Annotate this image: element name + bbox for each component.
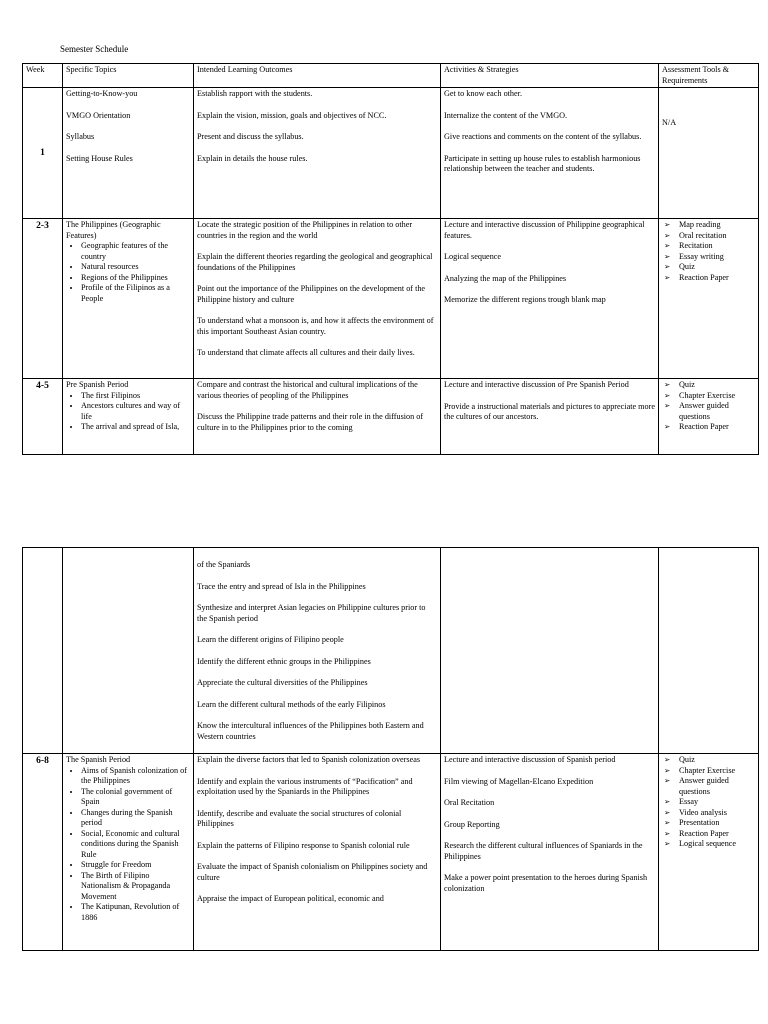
ilo-cell (194, 88, 441, 219)
ilo-item: To understand that climate affects all cultures and their daily lives. (197, 348, 415, 357)
table-row-week-6-8 (23, 754, 759, 951)
ilo-item: Learn the different cultural methods of the early Filipinos (197, 699, 386, 709)
header-assessment: Assessment Tools & Requirements (659, 64, 759, 88)
activity-item: Provide a instructional materials and pictures to appreciate more the cultures of our ancestors. (444, 401, 655, 421)
list-item: • Aims of Spanish colonization of the Philippines (81, 766, 190, 787)
activity-item: Oral Recitation (444, 798, 495, 807)
header-topics: Specific Topics (63, 64, 194, 88)
list-item: ➢ Recitation (662, 241, 755, 252)
assessment-na: N/A (662, 118, 677, 127)
list-item: ➢ Reaction Paper (662, 273, 755, 284)
assessment-list (662, 380, 755, 433)
list-item: ➢ Answer guided questions (662, 776, 755, 797)
activity-item: Memorize the different regions trough blank map (444, 295, 606, 304)
assessment-cell (659, 219, 759, 379)
list-item: ➢ Answer guided questions (662, 401, 755, 422)
activity-item: Internalize the content of the VMGO. (444, 110, 568, 120)
activities-cell (441, 379, 659, 455)
activity-item: Give reactions and comments on the content of the syllabus. (444, 132, 642, 141)
topic-list (66, 766, 190, 924)
document-title: Semester Schedule (60, 44, 129, 54)
ilo-item: Establish rapport with the students. (197, 89, 313, 98)
header-ilo: Intended Learning Outcomes (194, 64, 441, 88)
activity-item: Logical sequence (444, 252, 502, 261)
schedule-table-page-1 (22, 63, 759, 455)
ilo-item: Discuss the Philippine trade patterns and their role in the diffusion of culture in to the Philippines prior to the coming (197, 412, 424, 432)
ilo-cell (194, 219, 441, 379)
ilo-cell (194, 548, 441, 754)
ilo-item: Locate the strategic position of the Philippines in relation to other countries in the region and the world (197, 220, 413, 240)
topics-cell (63, 88, 194, 219)
ilo-item: Explain the vision, mission, goals and objectives of NCC. (197, 110, 387, 120)
ilo-item: Explain in details the house rules. (197, 153, 308, 163)
activity-item: Lecture and interactive discussion of Spanish period (444, 755, 616, 764)
assessment-cell (659, 88, 759, 219)
topic-item: Setting House Rules (66, 153, 133, 163)
list-item: • The colonial government of Spain (81, 787, 190, 808)
table-row-continued (23, 548, 759, 754)
ilo-item: Learn the different origins of Filipino people (197, 635, 344, 644)
activity-item: Research the different cultural influences of Spaniards in the Philippines (444, 841, 643, 861)
topics-cell (63, 219, 194, 379)
week-cell: 1 (23, 88, 63, 219)
activities-cell (441, 88, 659, 219)
list-item: • The Katipunan, Revolution of 1886 (81, 902, 190, 923)
header-row (23, 64, 759, 88)
list-item: ➢ Quiz (662, 755, 755, 766)
ilo-item: Present and discuss the syllabus. (197, 132, 304, 141)
assessment-list (662, 220, 755, 283)
ilo-item: Identify the different ethnic groups in the Philippines (197, 656, 371, 666)
activities-cell (441, 754, 659, 951)
activities-cell (441, 219, 659, 379)
list-item: ➢ Quiz (662, 262, 755, 273)
assessment-cell (659, 548, 759, 754)
topic-heading: The Philippines (Geographic Features) (66, 220, 161, 240)
activity-item: Participate in setting up house rules to establish harmonious relationship between the teacher and students. (444, 153, 641, 173)
list-item: ➢ Oral recitation (662, 231, 755, 242)
list-item: ➢ Essay writing (662, 252, 755, 263)
list-item: ➢ Video analysis (662, 808, 755, 819)
table-row-week-2-3 (23, 219, 759, 379)
header-activities: Activities & Strategies (441, 64, 659, 88)
activity-item: Make a power point presentation to the heroes during Spanish colonization (444, 873, 648, 893)
ilo-item: Identify, describe and evaluate the social structures of colonial Philippines (197, 808, 402, 828)
ilo-item: To understand what a monsoon is, and how it affects the environment of this important Southeast Asian country. (197, 316, 434, 336)
ilo-item: Point out the importance of the Philippines on the development of the Philippine history and culture (197, 284, 426, 304)
ilo-item: Know the intercultural influences of the Philippines both Eastern and Western countries (197, 721, 424, 741)
topic-item: Syllabus (66, 132, 95, 141)
topics-cell (63, 548, 194, 754)
list-item: ➢ Reaction Paper (662, 422, 755, 433)
topic-item: Getting-to-Know-you (66, 89, 138, 98)
ilo-item: Explain the patterns of Filipino response to Spanish colonial rule (197, 840, 410, 850)
activity-item: Analyzing the map of the Philippines (444, 273, 567, 283)
ilo-item: Explain the diverse factors that led to Spanish colonization overseas (197, 755, 421, 764)
list-item: • The arrival and spread of Isla, (81, 422, 190, 433)
list-item: ➢ Presentation (662, 818, 755, 829)
ilo-cell (194, 754, 441, 951)
week-cell (23, 548, 63, 754)
list-item: • Regions of the Philippines (81, 273, 190, 284)
ilo-item: Compare and contrast the historical and cultural implications of the various theories of peopling of the Philippines (197, 380, 418, 400)
week-cell: 4-5 (23, 379, 63, 455)
list-item: • Social, Economic and cultural conditions during the Spanish Rule (81, 829, 190, 861)
list-item: ➢ Chapter Exercise (662, 391, 755, 402)
ilo-item: of the Spaniards (197, 560, 251, 569)
activities-cell (441, 548, 659, 754)
ilo-item: Trace the entry and spread of Isla in the Philippines (197, 581, 366, 591)
ilo-item: Identify and explain the various instruments of “Pacification” and exploitation used by the Spaniards in the Philippines (197, 776, 413, 796)
ilo-item: Evaluate the impact of Spanish colonialism on Philippines society and culture (197, 862, 428, 882)
topics-cell (63, 754, 194, 951)
list-item: ➢ Reaction Paper (662, 829, 755, 840)
topic-item: VMGO Orientation (66, 110, 131, 120)
list-item: • Profile of the Filipinos as a People (81, 283, 190, 304)
ilo-item: Appraise the impact of European political, economic and (197, 894, 384, 903)
list-item: ➢ Chapter Exercise (662, 766, 755, 777)
activity-item: Lecture and interactive discussion of Pre Spanish Period (444, 380, 629, 389)
list-item: ➢ Logical sequence (662, 839, 755, 850)
topic-list (66, 241, 190, 304)
assessment-list (662, 755, 755, 850)
activity-item: Get to know each other. (444, 89, 522, 98)
table-row-week-4-5 (23, 379, 759, 455)
list-item: ➢ Map reading (662, 220, 755, 231)
assessment-cell (659, 754, 759, 951)
topic-list (66, 391, 190, 433)
list-item: • Changes during the Spanish period (81, 808, 190, 829)
list-item: • The first Filipinos (81, 391, 190, 402)
schedule-table-page-2 (22, 547, 759, 951)
activity-item: Lecture and interactive discussion of Philippine geographical features. (444, 220, 645, 240)
topics-cell (63, 379, 194, 455)
list-item: • Ancestors cultures and way of life (81, 401, 190, 422)
list-item: • The Birth of Filipino Nationalism & Propaganda Movement (81, 871, 190, 903)
ilo-item: Synthesize and interpret Asian legacies on Philippine cultures prior to the Spanish period (197, 603, 426, 623)
topic-heading: The Spanish Period (66, 755, 131, 764)
activity-item: Group Reporting (444, 819, 500, 829)
list-item: ➢ Quiz (662, 380, 755, 391)
week-cell: 2-3 (23, 219, 63, 379)
assessment-cell (659, 379, 759, 455)
list-item: • Geographic features of the country (81, 241, 190, 262)
activity-item: Film viewing of Magellan-Elcano Expedition (444, 776, 594, 786)
ilo-item: Explain the different theories regarding the geological and geographical foundations of the Philippines (197, 252, 433, 272)
ilo-item: Appreciate the cultural diversities of the Philippines (197, 678, 368, 687)
list-item: • Struggle for Freedom (81, 860, 190, 871)
list-item: ➢ Essay (662, 797, 755, 808)
topic-heading: Pre Spanish Period (66, 380, 129, 389)
header-week: Week (23, 64, 63, 88)
ilo-cell (194, 379, 441, 455)
list-item: • Natural resources (81, 262, 190, 273)
week-cell: 6-8 (23, 754, 63, 951)
table-row-week-1 (23, 88, 759, 219)
